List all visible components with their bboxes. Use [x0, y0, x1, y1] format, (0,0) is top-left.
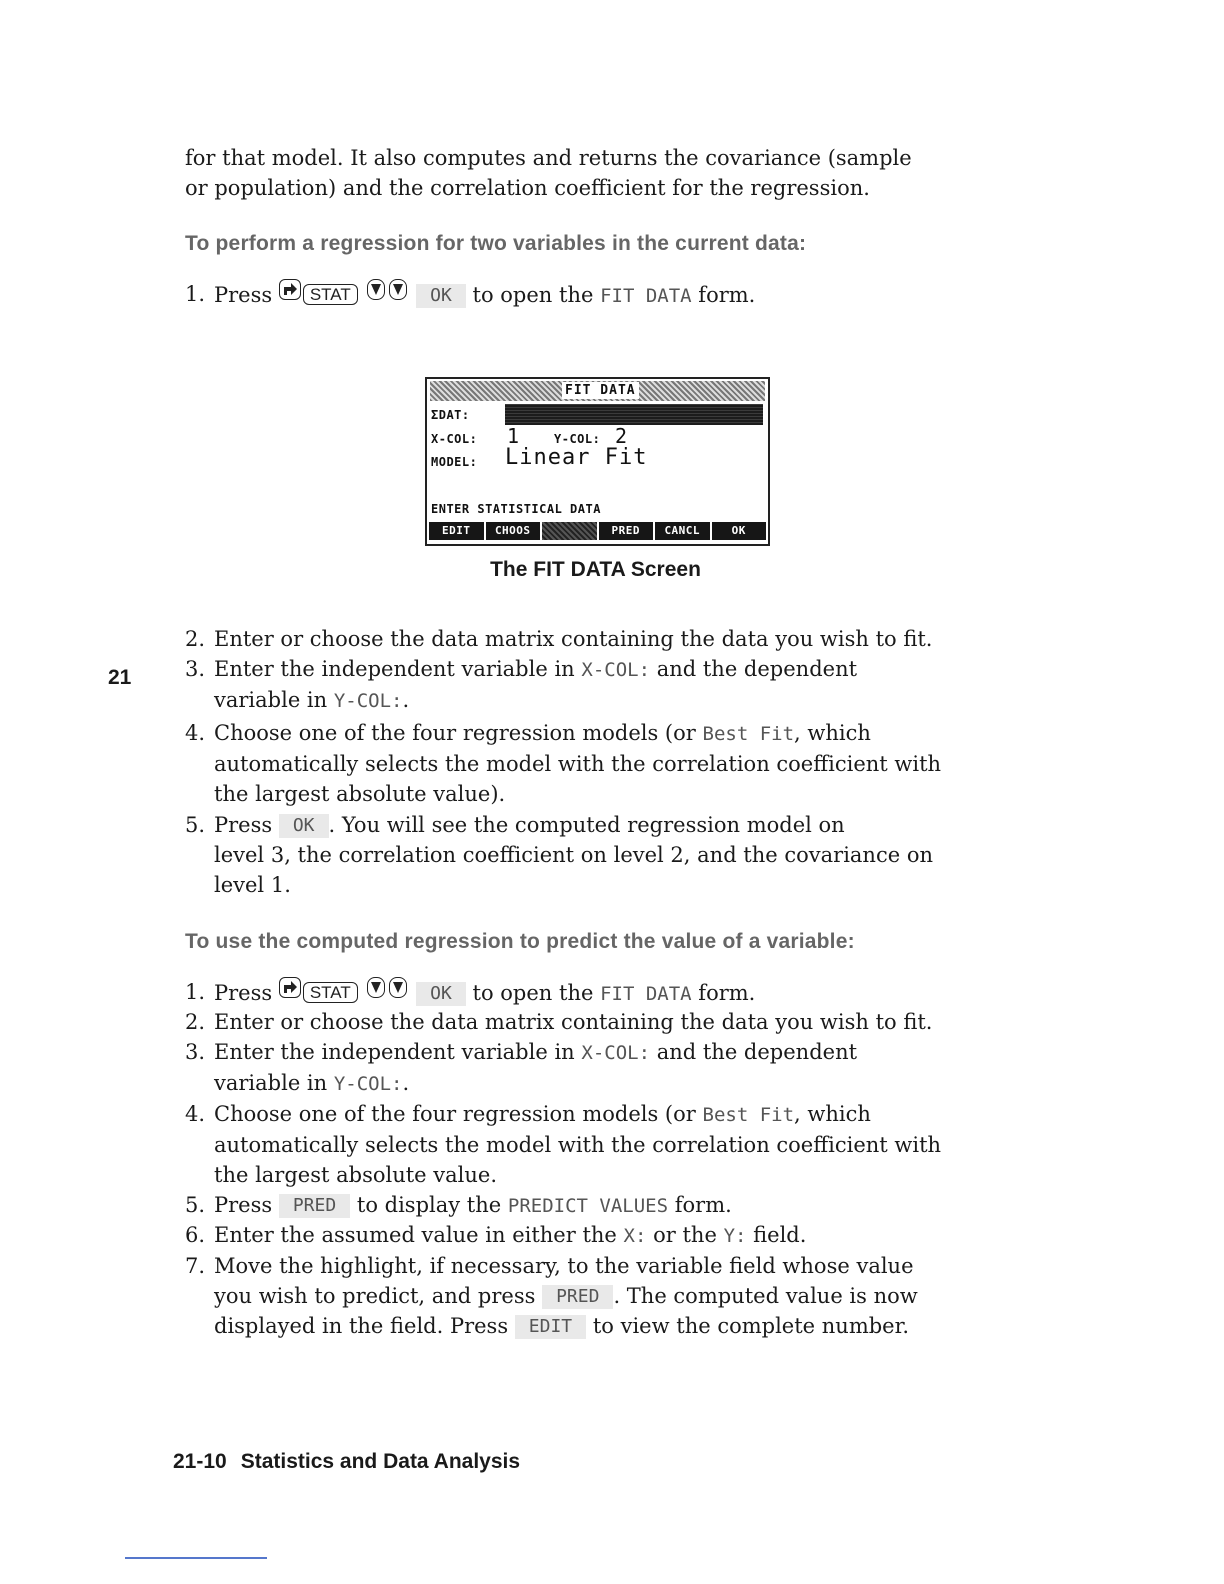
screen-prompt: ENTER STATISTICAL DATA	[431, 502, 601, 516]
screen-menu-bar	[429, 522, 766, 540]
stat-key-icon: STAT	[303, 284, 358, 305]
sdat-field-highlight	[505, 404, 763, 425]
pred-softkey: PRED	[542, 1285, 613, 1309]
fit-data-form-name: FIT DATA	[600, 285, 692, 307]
model-value: Linear Fit	[505, 445, 648, 470]
edit-softkey: EDIT	[515, 1315, 586, 1339]
intro-line-1: for that model. It also computes and returns the covariance (sample	[185, 146, 912, 170]
menu-blank	[542, 522, 597, 540]
step-number: 1.	[185, 282, 206, 306]
screen-title-bar	[430, 381, 765, 401]
sdat-label: ΣDAT:	[431, 408, 470, 422]
chapter-title: Statistics and Data Analysis	[240, 1450, 521, 1473]
ycol-label: Y-COL:	[554, 432, 601, 446]
section-heading-regression: To perform a regression for two variables in the current data:	[185, 232, 807, 255]
fit-data-screen	[425, 377, 770, 546]
intro-paragraph	[185, 143, 985, 203]
menu-cancl: CANCL	[655, 522, 710, 540]
manual-page: for that model. It also computes and returns the covariance (sample or population) and the correlation coefficient for the regression. To perform a regression for two variables in the current data: 1. Press STAT OK to open the FIT DATA form. FIT DATA ΣDAT: X-COL: 1 Y-COL: 2 MODEL: Linear Fit ENTER STATISTICAL DATA EDIT CHOOS PRED CANCL OK The FIT DATA Screen 21 2. Enter or choose the data matrix containing the data you wish to fit. 3. Enter the independent variable in X-COL: and the dependent variable in Y-COL:. 4. Choose one of the four regression models (or Best Fit, which automatically selects the model with the correlation coefficient with the largest absolute value). 5. Press OK . You will see the computed regression model on level 3, the correlation coefficient on level 2, and the covariance on level 1. To use the computed regression to predict the value of a variable: 1. Press STAT OK to open the FIT DATA form. 2. Enter or choose the data matrix containing the data you wish to fit. 3. Enter the independent variable in X-COL: and the dependent variable in Y-COL:. 4. Choose one of the four regression models (or Best Fit, which automatically selects the model with the correlation coefficient with the largest absolute value. 5. Press PRED to display the PREDICT VALUES form. 6. Enter the assumed value in either the X: or the Y: field. 7. Move the highlight, if necessary, to the variable field whose value you wish to predict, and press PRED . The computed value is now displayed in the field. Press EDIT to view the complete number. 21-10 Statistics and Data Analysis	[0, 0, 1224, 1584]
xcol-value: 1	[507, 424, 520, 448]
pred-softkey: PRED	[279, 1194, 350, 1218]
intro-line-2: or population) and the correlation coefficient for the regression.	[185, 176, 870, 200]
screen-title: FIT DATA	[562, 382, 639, 399]
screen-caption: The FIT DATA Screen	[490, 558, 701, 581]
menu-pred: PRED	[599, 522, 654, 540]
margin-chapter-number: 21	[108, 666, 132, 689]
menu-choos: CHOOS	[486, 522, 541, 540]
right-shift-key-icon	[279, 977, 301, 998]
stat-key-icon: STAT	[303, 982, 358, 1003]
down-arrow-key-icon	[367, 977, 385, 998]
section-heading-predict: To use the computed regression to predict the value of a variable:	[185, 930, 855, 953]
page-number: 21-10	[173, 1450, 227, 1473]
menu-ok: OK	[712, 522, 767, 540]
ok-softkey: OK	[416, 982, 466, 1006]
menu-edit: EDIT	[429, 522, 484, 540]
down-arrow-key-icon	[367, 279, 385, 300]
ok-softkey: OK	[416, 284, 466, 308]
ok-softkey: OK	[279, 814, 329, 838]
down-arrow-key-icon	[389, 279, 407, 300]
model-label: MODEL:	[431, 455, 478, 469]
down-arrow-key-icon	[389, 977, 407, 998]
ycol-value: 2	[615, 424, 628, 448]
xcol-label: X-COL:	[431, 432, 478, 446]
page-footer	[173, 1450, 520, 1474]
right-shift-key-icon	[279, 279, 301, 300]
bottom-rule	[125, 1557, 267, 1559]
